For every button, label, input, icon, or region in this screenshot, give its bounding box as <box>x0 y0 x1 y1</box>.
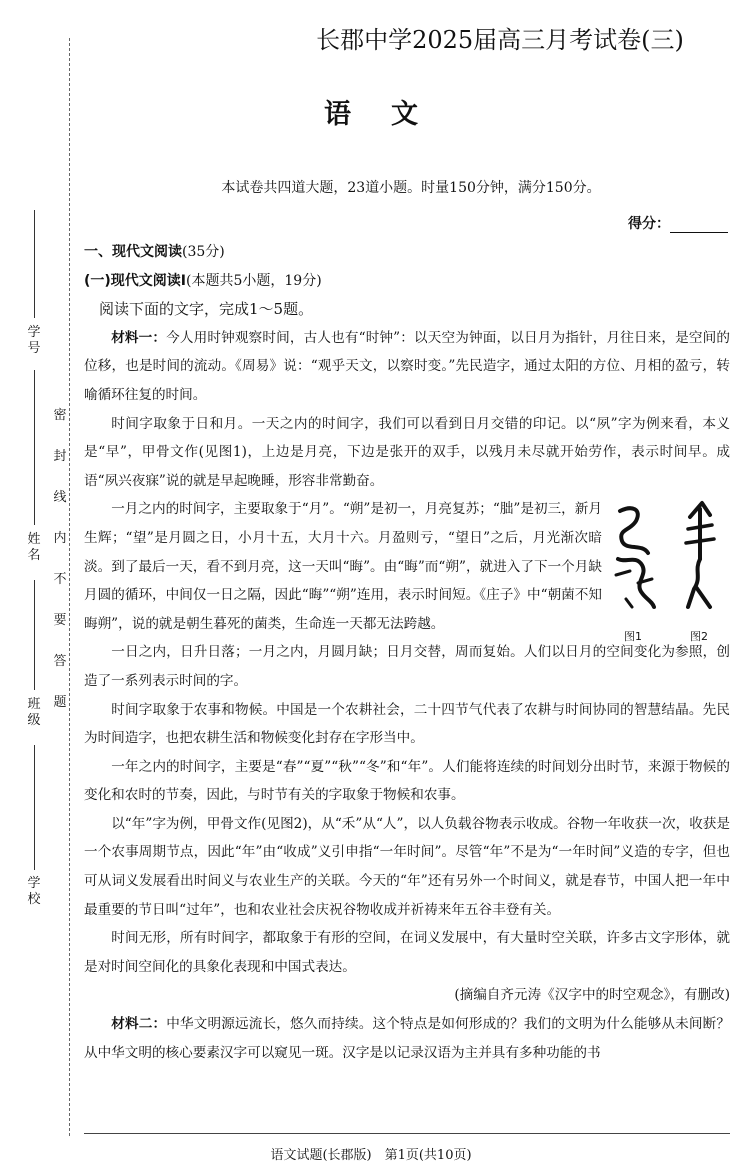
seal-warning: 密封线内不要答题 <box>53 408 67 710</box>
reading-instruction: 阅读下面的文字，完成1～5题。 <box>99 300 314 319</box>
seal-line <box>69 38 70 1136</box>
figure-wrap <box>84 495 730 644</box>
material1-p1-text: 今人用时钟观察时间，古人也有“时钟”：以天空为钟面，以日月为指针，月往日来，是空间的位移，也是时间的流动。《周易》说：“观乎天文，以察时变。”先民造字，通过太阳的方位、月相的盈亏，转喻循环往复的时间。 <box>84 329 730 403</box>
figure1-oracle-su <box>612 503 660 613</box>
class-field[interactable] <box>34 580 35 690</box>
score-label: 得分： <box>628 216 670 232</box>
name-field[interactable] <box>34 370 35 525</box>
material1-source: (摘编自齐元涛《汉字中的时空观念》，有删改) <box>454 987 730 1004</box>
material1-p1 <box>84 324 730 410</box>
subject-title: 语文 <box>324 99 458 130</box>
figure2-oracle-nian <box>680 499 718 613</box>
section-points: (35分) <box>182 244 225 260</box>
material2-p1-text: 中华文明源远流长，悠久而持续。这个特点是如何形成的？我们的文明为什么能够从未间断？从中华文明的核心要素汉字可以窥见一斑。汉字是以记录汉语为主并具有多种功能的书 <box>84 1016 731 1061</box>
footer-rule <box>84 1133 730 1134</box>
score-box <box>628 213 728 233</box>
figure1-caption: 图1 <box>624 630 642 644</box>
section-heading <box>84 238 730 267</box>
exam-instructions: 本试卷共四道大题，23道小题。时量150分钟，满分150分。 <box>221 180 601 196</box>
subsection-title: (一)现代文阅读Ⅰ <box>84 272 187 289</box>
material1-p3: 一月之内的时间字，主要取象于“月”。“朔”是初一，月亮复苏；“朏”是初三，新月生辉；“望”是月圆之日，小月十五，大月十六。月盈则亏，“望日”之后，月光渐次暗淡。到了最后一天，看不到月亮，这一天叫“晦”。由“晦”而“朔”，就进入了下一个月缺月圆的循环，中间仅一日之隔，因此“晦”“朔”连用，表示时间短。《庄子》中“朝菌不知晦朔”，说的就是朝生暮死的菌类，生命连一天都无法跨越。 <box>84 501 602 632</box>
material1-p8: 时间无形，所有时间字，都取象于有形的空间，在词义发展中，有大量时空关联，许多古文字形体，就是对时间空间化的具象化表现和中国式表达。 <box>84 930 730 975</box>
class-label: 班级 <box>27 697 41 728</box>
figures <box>602 495 730 644</box>
student-id-label: 学号 <box>27 325 41 356</box>
school-label: 学校 <box>27 876 41 907</box>
subsection-heading <box>84 267 730 296</box>
student-id-field[interactable] <box>34 210 35 318</box>
figure2-caption: 图2 <box>690 630 708 644</box>
content <box>84 238 730 1067</box>
subsection-points: (本题共5小题，19分) <box>186 272 322 289</box>
material1-p6: 一年之内的时间字，主要是“春”“夏”“秋”“冬”和“年”。人们能将连续的时间划分出时节，来源于物候的变化和农时的节奏，因此，与时节有关的字取象于物候和农事。 <box>84 758 730 804</box>
material2-p1 <box>84 1010 730 1067</box>
name-label: 姓名 <box>27 532 41 563</box>
material1-label: 材料一： <box>111 329 167 346</box>
material1-p2: 时间字取象于日和月。一天之内的时间字，我们可以看到日月交错的印记。以“夙”字为例来看，本义是“早”，甲骨文作(见图1)，上边是月亮，下边是张开的双手，以残月未尽就开始劳作，表示时间早。成语“夙兴夜寐”说的就是早起晚睡，形容非常勤奋。 <box>84 415 730 489</box>
section-title: 一、现代文阅读 <box>84 244 182 260</box>
school-field[interactable] <box>34 745 35 870</box>
page-footer: 语文试题(长郡版) 第1页(共10页) <box>270 1148 472 1163</box>
material1-p4: 一日之内，日升日落；一月之内，月圆月缺；日月交替，周而复始。人们以日月的空间变化为参照，创造了一系列表示时间的字。 <box>84 644 730 689</box>
material2-label: 材料二： <box>111 1016 167 1033</box>
binding-margin <box>0 0 80 1175</box>
score-blank[interactable] <box>670 220 728 233</box>
material1-p7: 以“年”字为例，甲骨文作(见图2)，从“禾”从“人”，以人负载谷物表示收成。谷物一年收获一次，收获是一个农事周期节点，因此“年”由“收成”义引申指“一年时间”。尽管“年”不是为“一年时间”义造的专字，但也可从词义发展看出时间义与农业生产的关联。今天的“年”还有另外一个时间义，就是春节，中国人把一年中最重要的节日叫“过年”，也和农业社会庆祝谷物收成并祈祷来年五谷丰登有关。 <box>84 815 730 918</box>
material1-p5: 时间字取象于农事和物候。中国是一个农耕社会，二十四节气代表了农耕与时间协同的智慧结晶。先民为时间造字，也把农耕生活和物候变化封存在字形当中。 <box>84 701 730 747</box>
exam-title: 长郡中学2025届高三月考试卷(三) <box>316 26 684 54</box>
